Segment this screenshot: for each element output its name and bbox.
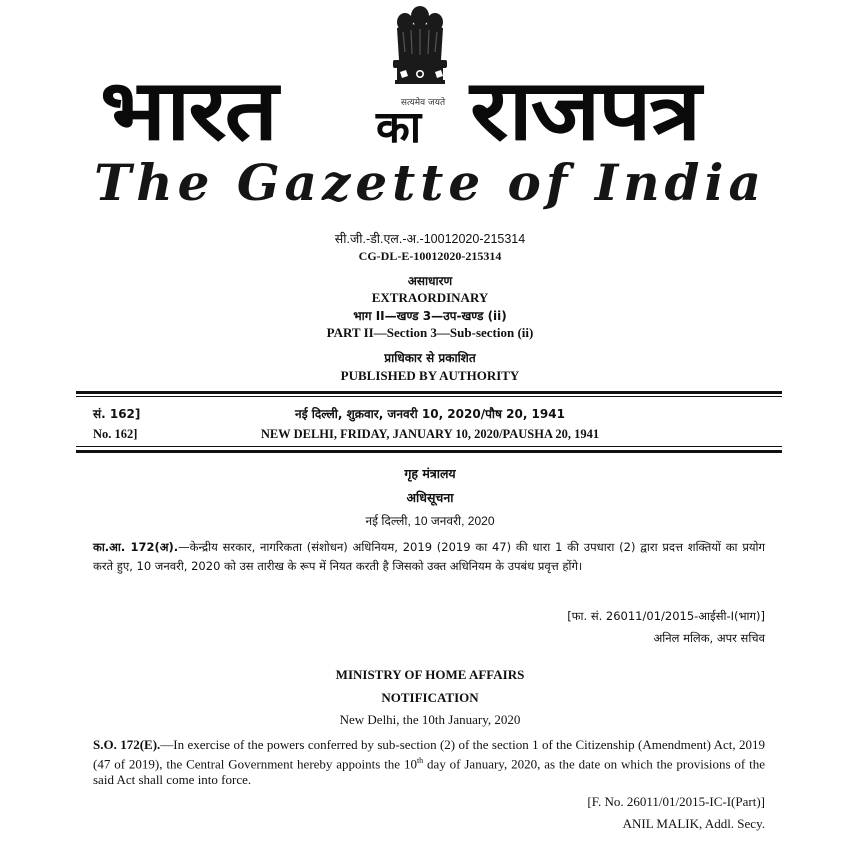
place-date-english: New Delhi, the 10th January, 2020 [339, 712, 521, 727]
issue-dateline-english: NEW DELHI, FRIDAY, JANUARY 10, 2020/PAUSHA 20, 1941 [260, 427, 600, 441]
ministry-hindi: गृह मंत्रालय [404, 466, 456, 481]
hindi-masthead [0, 60, 860, 160]
body-text-english-a: —In exercise of the powers conferred by sub-section (2) of the section 1 of the Citizenship (Amendment) Act, 2019 (47 of 2019), the Central Government hereby appoints the 10 [93, 737, 765, 772]
authority-english: PUBLISHED BY AUTHORITY [340, 368, 520, 383]
notification-english: NOTIFICATION [381, 690, 479, 705]
extraordinary-hindi: असाधारण [407, 274, 453, 288]
body-superscript: th [416, 756, 424, 765]
notice-body-english [93, 737, 765, 788]
emblem-motto: सत्यमेव जयते [400, 98, 446, 108]
english-masthead: The Gazette of India [94, 153, 766, 212]
issue-dateline-hindi: नई दिल्ली, शुक्रवार, जनवरी 10, 2020/पौष 20, 1941 [295, 407, 565, 421]
signatory-english: ANIL MALIK, Addl. Secy. [622, 816, 765, 831]
hindi-title-mid: का [376, 102, 422, 153]
file-number-english: [F. No. 26011/01/2015-IC-I(Part)] [587, 794, 765, 809]
notification-hindi: अधिसूचना [406, 490, 454, 505]
rule-bottom-thick [76, 450, 782, 453]
file-number-hindi: [फा. सं. 26011/01/2015-आईसी-I(भाग)] [567, 609, 765, 623]
signatory-hindi: अनिल मलिक, अपर सचिव [653, 631, 765, 645]
ministry-english: MINISTRY OF HOME AFFAIRS [335, 667, 525, 682]
part-hindi: भाग II—खण्ड 3—उप-खण्ड (ii) [353, 309, 507, 323]
hindi-title-left: भारत [100, 61, 276, 159]
order-ref-english: S.O. 172(E). [93, 737, 161, 752]
authority-hindi: प्राधिकार से प्रकाशित [384, 351, 476, 365]
rule-top-thin [76, 396, 782, 397]
rule-bottom-thin [76, 446, 782, 447]
registration-code-english: CG-DL-E-10012020-215314 [358, 249, 502, 263]
notice-body-hindi [93, 538, 765, 576]
hindi-title-right: राजपत्र [470, 61, 700, 159]
extraordinary-english: EXTRAORDINARY [371, 290, 489, 305]
order-ref-hindi: का.आ. 172(अ). [93, 540, 179, 554]
part-english: PART II—Section 3—Sub-section (ii) [326, 325, 534, 340]
issue-number-hindi: सं. 162] [93, 407, 141, 421]
rule-top-thick [76, 391, 782, 394]
issue-number-english: No. 162] [93, 427, 138, 441]
body-text-english-b: day of January, 2020, as the date on which the provisions of the said Act shall come into force. [93, 756, 765, 788]
registration-code-hindi: सी.जी.-डी.एल.-अ.-10012020-215314 [334, 232, 526, 246]
place-date-hindi: नई दिल्ली, 10 जनवरी, 2020 [365, 514, 495, 528]
body-text-hindi: —केन्द्रीय सरकार, नागरिकता (संशोधन) अधिनियम, 2019 (2019 का 47) की धारा 1 की उपधारा (2) द्वारा प्रदत्त शक्तियों का प्रयोग करते हुए, 10 जनवरी, 2020 को उस तारीख के रूप में नियत करती है जिसको उक्त अधिनियम के उपबंध प्रवृत्त होंगे। [93, 540, 766, 573]
